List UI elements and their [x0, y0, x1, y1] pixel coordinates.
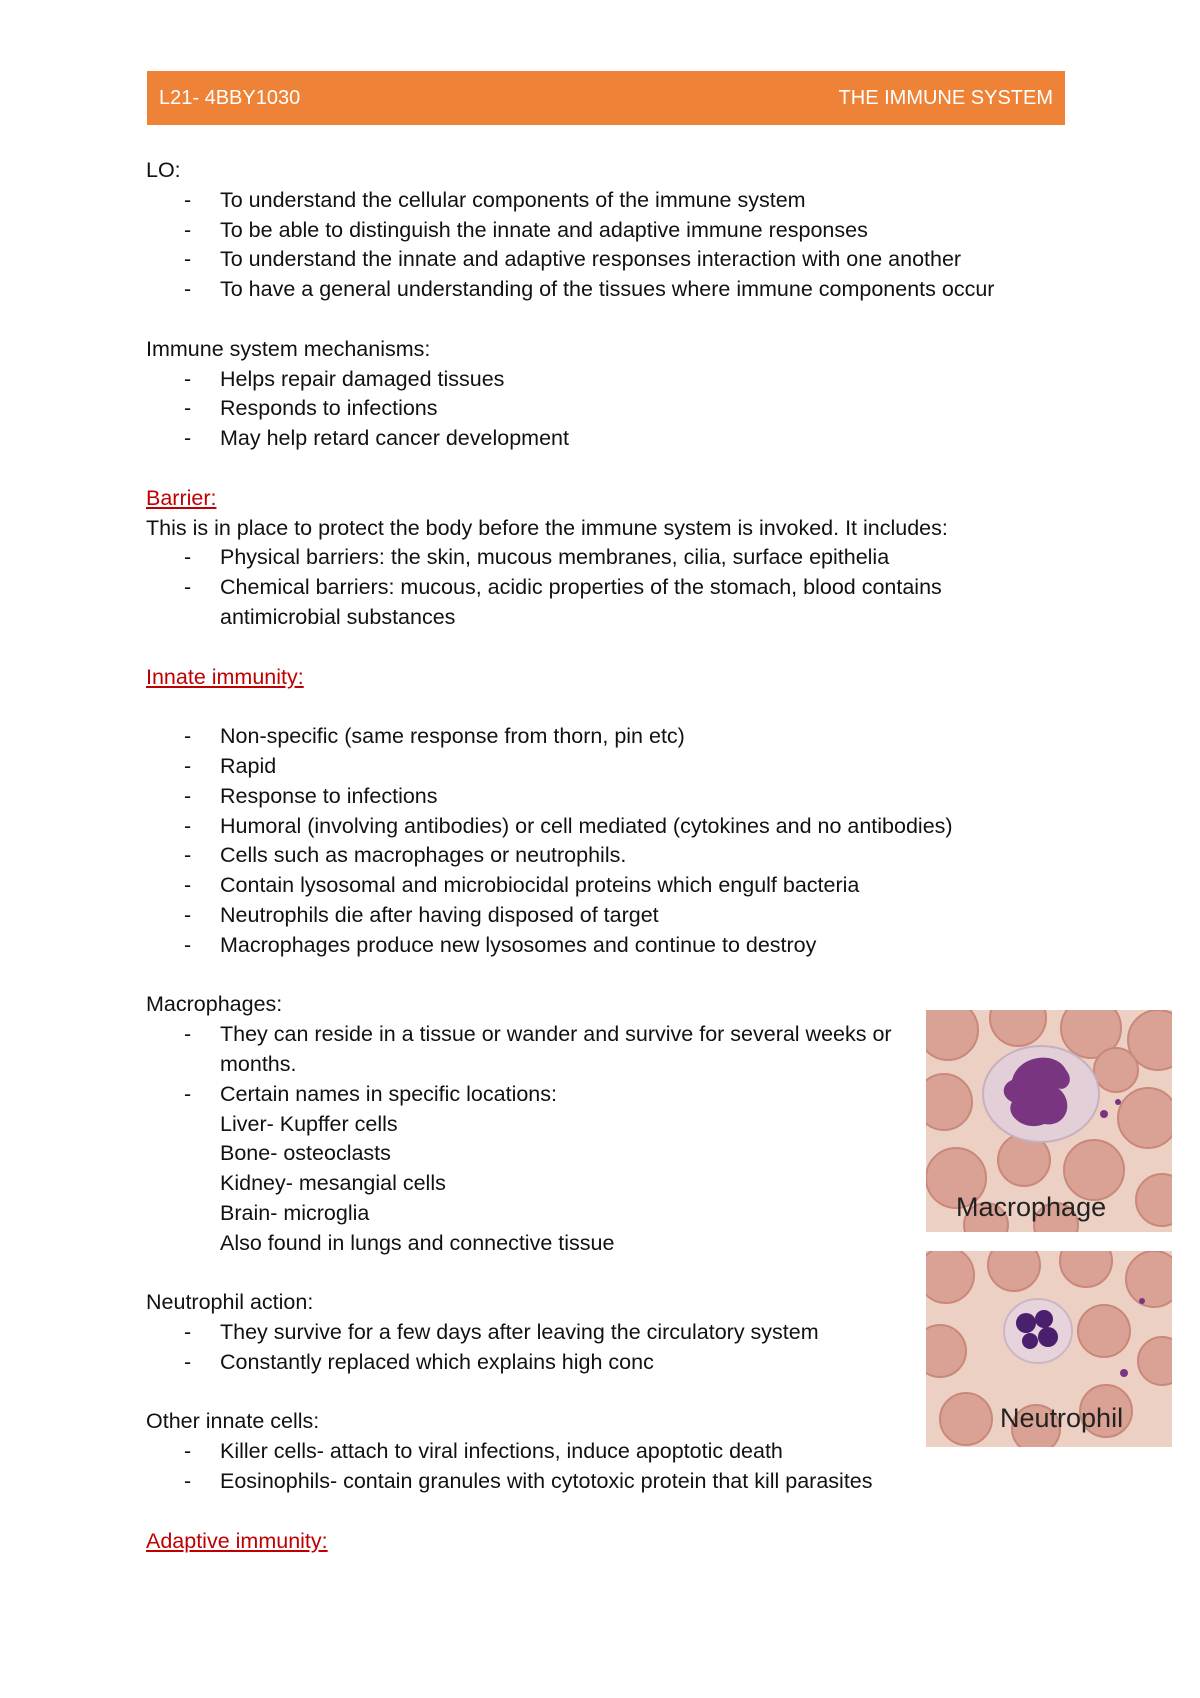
location-item: Brain- microglia	[220, 1200, 370, 1225]
list-item: - Constantly replaced which explains high conc	[146, 1348, 906, 1378]
list-item: - May help retard cancer development	[146, 424, 1066, 454]
other-heading: Other innate cells:	[146, 1409, 320, 1434]
list-item: - They survive for a few days after leaving the circulatory system	[146, 1318, 906, 1348]
list-item: - To be able to distinguish the innate and adaptive immune responses	[146, 216, 1066, 246]
macrophages-list	[146, 1020, 906, 1258]
location-item: Kidney- mesangial cells	[220, 1171, 446, 1196]
list-item-continuation: antimicrobial substances	[220, 604, 456, 629]
list-item: - They can reside in a tissue or wander and survive for several weeks or	[146, 1020, 906, 1050]
adaptive-heading: Adaptive immunity:	[146, 1528, 328, 1553]
location-item: Also found in lungs and connective tissue	[220, 1230, 615, 1255]
list-item: - Humoral (involving antibodies) or cell mediated (cytokines and no antibodies)	[146, 812, 1066, 842]
macrophage-image	[926, 1010, 1172, 1232]
macrophage-label: Macrophage	[956, 1192, 1107, 1222]
location-item: Liver- Kupffer cells	[220, 1111, 398, 1136]
header-bar	[147, 71, 1065, 125]
list-item: - Responds to infections	[146, 394, 1066, 424]
barrier-heading: Barrier:	[146, 485, 217, 510]
list-item: - To have a general understanding of the tissues where immune components occur	[146, 275, 1066, 305]
course-code: L21- 4BBY1030	[159, 86, 301, 109]
list-item: - Non-specific (same response from thorn, pin etc)	[146, 722, 1066, 752]
list-item: - Neutrophils die after having disposed of target	[146, 901, 1066, 931]
mechanisms-heading: Immune system mechanisms:	[146, 336, 431, 361]
neutrophil-heading: Neutrophil action:	[146, 1290, 314, 1315]
neutrophil-list	[146, 1318, 906, 1378]
neutrophil-image	[926, 1251, 1172, 1447]
list-item: - Contain lysosomal and microbiocidal proteins which engulf bacteria	[146, 871, 1066, 901]
list-item: - Helps repair damaged tissues	[146, 365, 1066, 395]
innate-heading: Innate immunity:	[146, 664, 304, 689]
lo-list	[146, 186, 1066, 305]
list-item: - Chemical barriers: mucous, acidic properties of the stomach, blood contains	[146, 573, 1066, 603]
list-item: - Certain names in specific locations:	[146, 1080, 906, 1110]
list-item: - Rapid	[146, 752, 1066, 782]
list-item: - Response to infections	[146, 782, 1066, 812]
list-item: - Physical barriers: the skin, mucous membranes, cilia, surface epithelia	[146, 543, 1066, 573]
barrier-list	[146, 543, 1066, 632]
mechanisms-list	[146, 365, 1066, 454]
lo-heading: LO:	[146, 158, 181, 182]
document-title: THE IMMUNE SYSTEM	[838, 86, 1053, 109]
list-item: - Killer cells- attach to viral infections, induce apoptotic death	[146, 1437, 1066, 1467]
list-item: - To understand the innate and adaptive responses interaction with one another	[146, 245, 1066, 275]
list-item: - Cells such as macrophages or neutrophils.	[146, 841, 1066, 871]
neutrophil-label: Neutrophil	[1000, 1403, 1124, 1433]
barrier-intro: This is in place to protect the body before the immune system is invoked. It includes:	[146, 515, 948, 540]
list-item: - Eosinophils- contain granules with cytotoxic protein that kill parasites	[146, 1467, 1066, 1497]
list-item: - Macrophages produce new lysosomes and continue to destroy	[146, 931, 1066, 961]
macrophages-heading: Macrophages:	[146, 992, 283, 1017]
list-item-continuation: months.	[220, 1051, 297, 1076]
location-item: Bone- osteoclasts	[220, 1141, 391, 1166]
list-item: - To understand the cellular components of the immune system	[146, 186, 1066, 216]
innate-list	[146, 722, 1066, 960]
